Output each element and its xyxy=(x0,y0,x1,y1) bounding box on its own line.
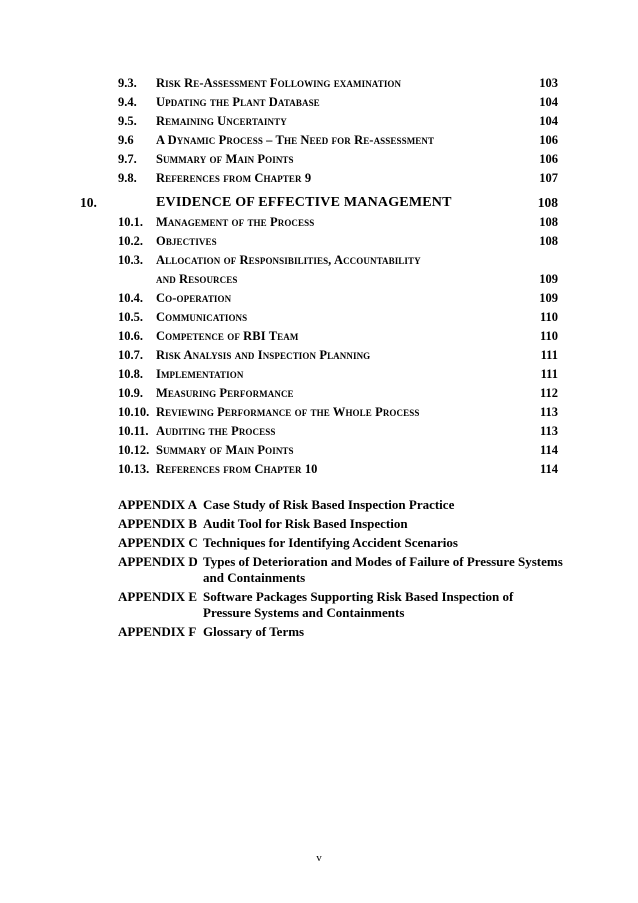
toc-entry xyxy=(0,215,638,233)
toc-entry-number: 9.4. xyxy=(118,95,137,109)
toc-entry xyxy=(0,386,638,404)
toc-chapter-title: EVIDENCE OF EFFECTIVE MANAGEMENT xyxy=(156,195,452,210)
appendix-title: Audit Tool for Risk Based Inspection xyxy=(203,516,408,531)
appendix-title: Case Study of Risk Based Inspection Practice xyxy=(203,497,455,512)
toc-entry-page: 108 xyxy=(539,215,558,229)
toc-entry xyxy=(0,171,638,189)
toc-entry-number: 9.5. xyxy=(118,114,137,128)
toc-entry-title: Objectives xyxy=(156,234,217,248)
toc-entry-page: 114 xyxy=(539,462,558,476)
toc-entry-number: 9.8. xyxy=(118,171,137,185)
toc-entry xyxy=(0,114,638,132)
toc-entry xyxy=(0,253,638,271)
toc-entry-page: 106 xyxy=(539,133,558,147)
toc-entry-title: Co-operation xyxy=(156,291,232,305)
toc-entry-page: 109 xyxy=(539,272,558,286)
toc-entry-page: 113 xyxy=(539,405,558,419)
toc-entry-page: 110 xyxy=(539,310,558,324)
toc-entry-page: 111 xyxy=(540,367,558,381)
toc-chapter-number: 10. xyxy=(80,195,97,210)
toc-entry-title: References from Chapter 10 xyxy=(156,462,318,476)
toc-entry xyxy=(0,291,638,309)
appendix-label: APPENDIX E xyxy=(118,589,198,604)
toc-entry-number: 10.12. xyxy=(118,443,150,457)
toc-entry-title: Summary of Main Points xyxy=(156,152,294,166)
toc-entry-number: 10.9. xyxy=(118,386,143,400)
toc-entry-page: 109 xyxy=(539,291,558,305)
toc-entry-page: 111 xyxy=(540,348,558,362)
toc-entry-title: Implementation xyxy=(156,367,244,381)
toc-entry xyxy=(0,95,638,113)
appendix-label: APPENDIX F xyxy=(118,624,197,639)
toc-entry-number: 10.1. xyxy=(118,215,143,229)
toc-entry-title: Risk Analysis and Inspection Planning xyxy=(156,348,371,362)
toc-entry-title: and Resources xyxy=(156,272,238,286)
appendix-label: APPENDIX A xyxy=(118,497,198,512)
toc-entry xyxy=(0,329,638,347)
toc-entry-number: 10.7. xyxy=(118,348,143,362)
appendix-label: APPENDIX C xyxy=(118,535,198,550)
toc-entry-number: 10.8. xyxy=(118,367,143,381)
toc-entry xyxy=(0,462,638,480)
toc-entry-number: 9.6 xyxy=(118,133,134,147)
toc-entry xyxy=(0,76,638,94)
toc-entry xyxy=(0,367,638,385)
toc-entry xyxy=(0,234,638,252)
toc-entry-page: 104 xyxy=(539,95,558,109)
toc-entry xyxy=(0,310,638,328)
toc-entry-title: References from Chapter 9 xyxy=(156,171,312,185)
page-number: v xyxy=(316,852,322,864)
toc-entry xyxy=(0,443,638,461)
toc-entry-title: Management of the Process xyxy=(156,215,315,229)
toc-entry-number: 10.10. xyxy=(118,405,150,419)
toc-entry-title: A Dynamic Process – The Need for Re-assessment xyxy=(156,133,435,147)
toc-entry-number: 10.13. xyxy=(118,462,150,476)
appendix-title: Types of Deterioration and Modes of Failure of Pressure Systems and Containments xyxy=(203,554,563,585)
toc-entry-page: 104 xyxy=(539,114,558,128)
toc-entry-title: Competence of RBI Team xyxy=(156,329,299,343)
appendix-title: Glossary of Terms xyxy=(203,624,305,639)
toc-entry-number: 10.6. xyxy=(118,329,143,343)
toc-entry-title: Remaining Uncertainty xyxy=(156,114,287,128)
appendix-title: Techniques for Identifying Accident Scenarios xyxy=(203,535,458,550)
appendix-title: Software Packages Supporting Risk Based Inspection of Pressure Systems and Containments xyxy=(203,589,514,620)
toc-entry xyxy=(0,424,638,442)
appendix-label: APPENDIX B xyxy=(118,516,198,531)
toc-entry-number: 9.7. xyxy=(118,152,137,166)
toc-entry-page: 112 xyxy=(539,386,558,400)
toc-entry-continuation xyxy=(0,272,638,290)
toc-entry xyxy=(0,133,638,151)
toc-entry-page: 113 xyxy=(539,424,558,438)
appendix-label: APPENDIX D xyxy=(118,554,198,569)
toc-entry-page: 114 xyxy=(539,443,558,457)
toc-chapter-heading xyxy=(0,195,638,213)
toc-entry-number: 10.2. xyxy=(118,234,143,248)
toc-entry-title: Measuring Performance xyxy=(156,386,294,400)
toc-entry xyxy=(0,348,638,366)
toc-entry-number: 10.11. xyxy=(118,424,149,438)
toc-entry-page: 103 xyxy=(539,76,558,90)
toc-entry-page: 110 xyxy=(539,329,558,343)
toc-entry-page: 106 xyxy=(539,152,558,166)
toc-entry xyxy=(0,152,638,170)
toc-entry-number: 10.4. xyxy=(118,291,143,305)
toc-entry-page: 108 xyxy=(539,234,558,248)
toc-entry-number: 10.5. xyxy=(118,310,143,324)
toc-entry xyxy=(0,405,638,423)
toc-entry-number: 10.3. xyxy=(118,253,143,267)
toc-entry-title: Risk Re-Assessment Following examination xyxy=(156,76,402,90)
toc-entry-number: 9.3. xyxy=(118,76,137,90)
toc-entry-title: Communications xyxy=(156,310,248,324)
toc-entry-page: 107 xyxy=(539,171,558,185)
toc-entry-title: Updating the Plant Database xyxy=(156,95,320,109)
toc-entry-title: Auditing the Process xyxy=(156,424,276,438)
toc-entry-title: Allocation of Responsibilities, Accountability xyxy=(156,253,421,267)
toc-entry-title: Summary of Main Points xyxy=(156,443,294,457)
toc-chapter-page: 108 xyxy=(537,195,558,210)
toc-entry-title: Reviewing Performance of the Whole Process xyxy=(156,405,420,419)
